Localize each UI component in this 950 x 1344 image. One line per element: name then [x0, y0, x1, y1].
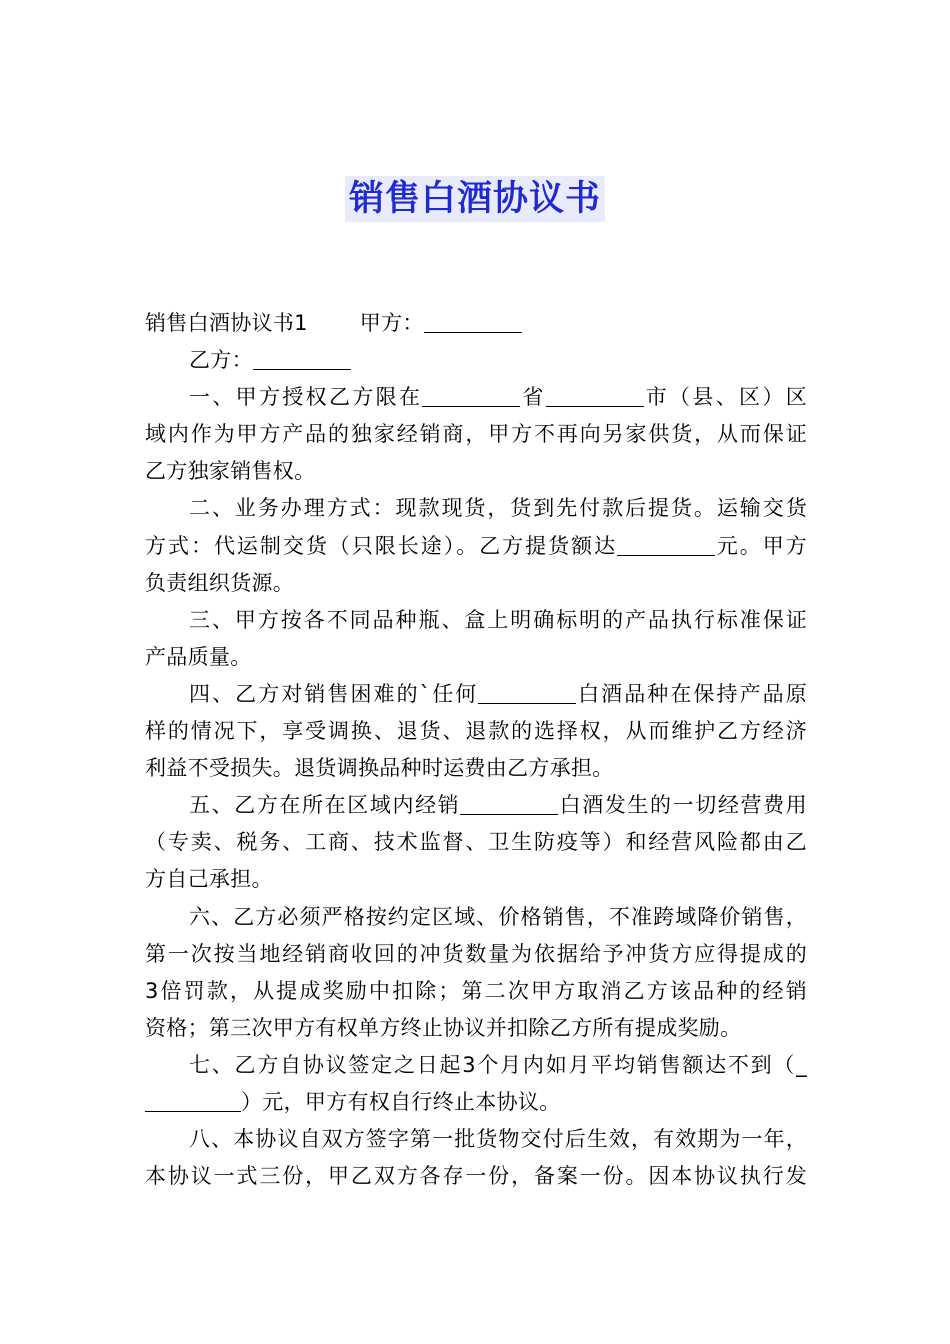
- party-b-blank: [253, 345, 351, 370]
- clause-1-line-2: 域内作为甲方产品的独家经销商，甲方不再向另家供货，从而保证: [145, 422, 807, 447]
- clause-7-line-2: [145, 1084, 807, 1121]
- clause-8-line-2: 本协议一式三份，甲乙双方各存一份，备案一份。因本协议执行发: [145, 1164, 807, 1189]
- party-a-label: 甲方：: [359, 311, 424, 335]
- clause-text: 四、乙方对销售困难的`任何: [189, 681, 479, 706]
- clause-5-line-1: [145, 787, 807, 824]
- party-a-blank: [424, 308, 522, 333]
- clause-6-line-2: 第一次按当地经销商收回的冲货数量为依据给予冲货方应得提成的: [145, 941, 807, 966]
- clause-3-line-2: 产品质量。: [145, 644, 252, 669]
- clause-text: ）元，甲方有权自行终止本协议。: [241, 1089, 561, 1114]
- sales-amount-blank: [145, 1087, 241, 1112]
- party-b-label: 乙方：: [189, 348, 253, 373]
- clause-1-line-3: 乙方独家销售权。: [145, 459, 316, 484]
- city-blank: [546, 382, 644, 407]
- clause-text: 白酒品种在保持产品原: [576, 681, 807, 706]
- clause-text: 一、甲方授权乙方限在: [189, 385, 423, 410]
- product-blank: [478, 679, 576, 704]
- clause-5-line-3: 方自己承担。: [145, 867, 273, 892]
- heading-line: [145, 305, 807, 342]
- clause-7-line-1: 七、乙方自协议签定之日起3个月内如月平均销售额达不到（_: [189, 1052, 807, 1077]
- clause-text: 白酒发生的一切经营费用: [558, 793, 807, 818]
- province-blank: [422, 382, 520, 407]
- clause-2-line-1: 二、业务办理方式：现款现货，货到先付款后提货。运输交货: [189, 496, 807, 521]
- clause-text: 省: [520, 385, 546, 410]
- clause-5-line-2: （专卖、税务、工商、技术监督、卫生防疫等）和经营风险都由乙: [145, 830, 807, 855]
- party-b-line: [145, 342, 807, 379]
- clause-text: 元。甲方: [715, 533, 807, 558]
- clause-3-line-1: 三、甲方按各不同品种瓶、盒上明确标明的产品执行标准保证: [189, 607, 807, 632]
- clause-2-line-3: 负责组织货源。: [145, 570, 295, 595]
- clause-text: 五、乙方在所在区域内经销: [189, 793, 461, 818]
- clause-text: 方式：代运制交货（只限长途）。乙方提货额达: [145, 533, 618, 558]
- document-title: 销售白酒协议书: [345, 176, 605, 222]
- clause-4-line-1: [145, 676, 807, 713]
- clause-6-line-4: 资格；第三次甲方有权单方终止协议并扣除乙方所有提成奖励。: [145, 1015, 742, 1040]
- amount-blank: [617, 531, 715, 556]
- heading-label: 销售白酒协议书1: [145, 311, 308, 335]
- title-container: [0, 176, 950, 222]
- clause-2-line-2: [145, 528, 807, 565]
- clause-6-line-3: 3倍罚款，从提成奖励中扣除；第二次甲方取消乙方该品种的经销: [145, 978, 807, 1003]
- clause-text: 市（县、区）区: [643, 385, 807, 410]
- clause-1-line-1: [145, 379, 807, 416]
- document-body: [145, 305, 807, 1195]
- clause-8-line-1: 八、本协议自双方签字第一批货物交付后生效，有效期为一年，: [189, 1127, 807, 1152]
- clause-4-line-3: 利益不受损失。退货调换品种时运费由乙方承担。: [145, 756, 614, 781]
- liquor-blank: [460, 790, 558, 815]
- clause-6-line-1: 六、乙方必须严格按约定区域、价格销售，不准跨域降价销售，: [189, 904, 807, 929]
- clause-4-line-2: 样的情况下，享受调换、退货、退款的选择权，从而维护乙方经济: [145, 719, 807, 744]
